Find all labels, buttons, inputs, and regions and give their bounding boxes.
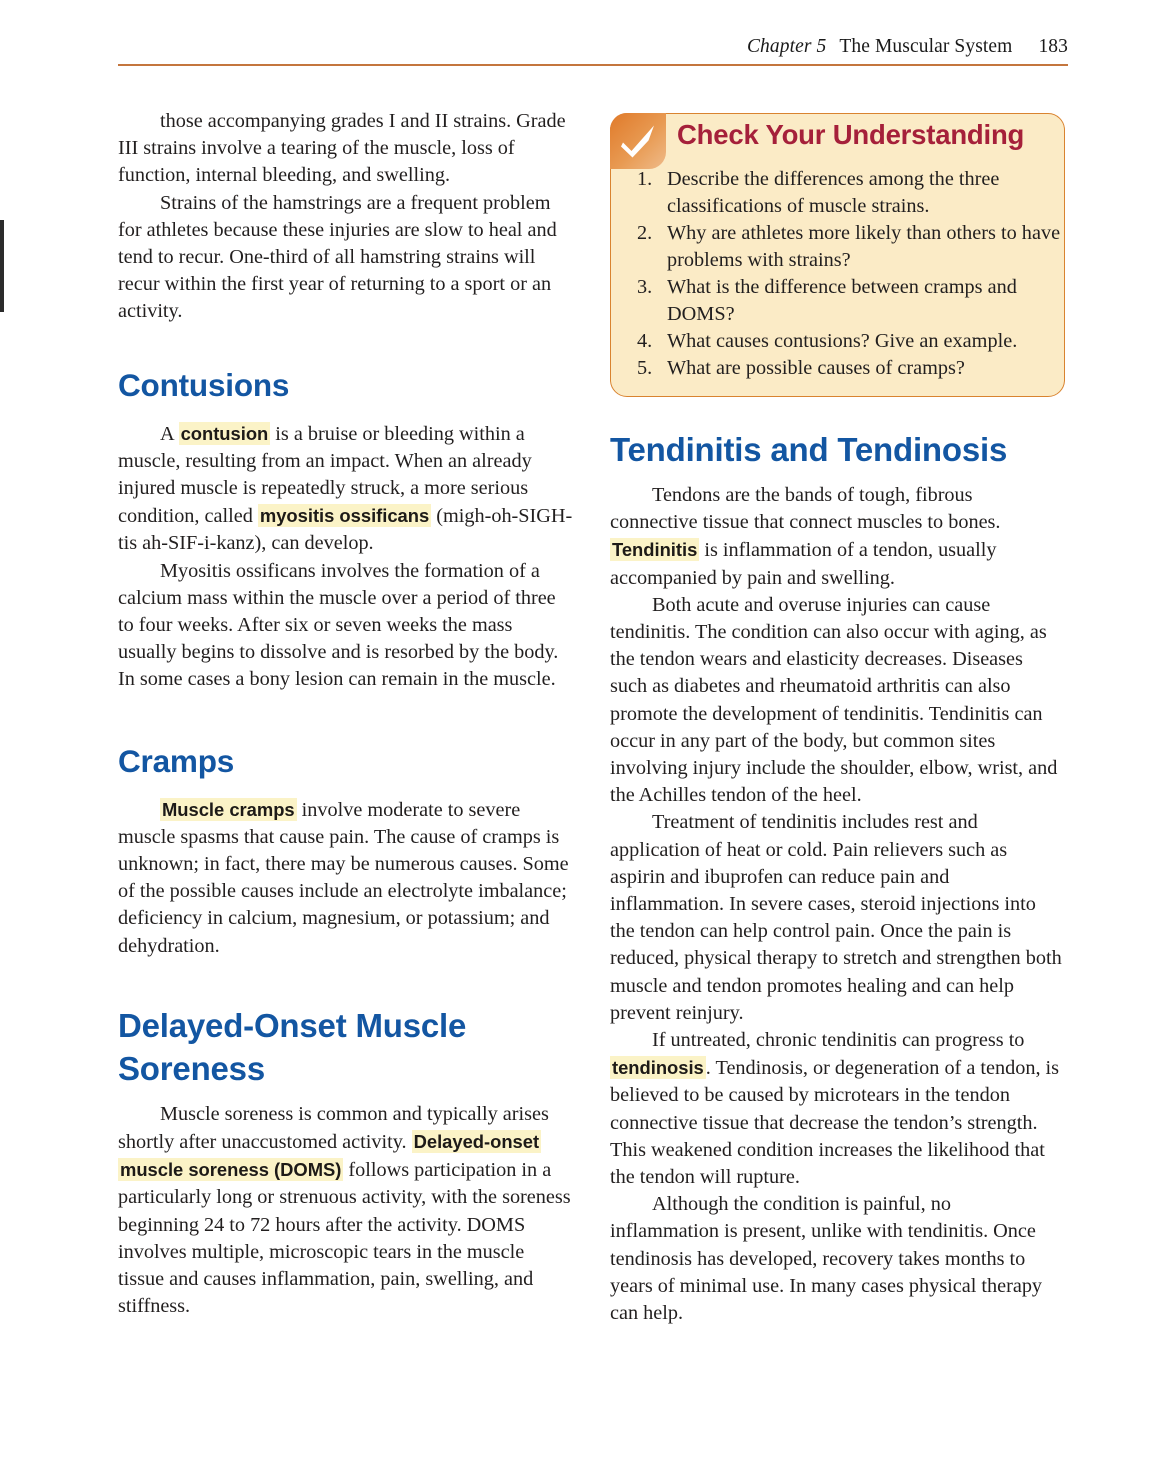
paragraph-tendinitis-causes: Both acute and overuse injuries can cause tendinitis. The condition can also occur with aging, as the tendon wears and elasticity decreases. Diseases such as diabetes and rheumatoid arthritis can also promote the development of tendinitis. Tendinitis can occur in any part of the body, but common sites involving injury include the shoulder, elbow, wrist, and the Achilles tendon of the heel.	[610, 593, 1058, 807]
heading-cramps: Cramps	[118, 742, 235, 779]
paragraph-tendons-definition	[610, 482, 1065, 592]
running-head	[118, 36, 1068, 58]
list-item: What are possible causes of cramps?	[667, 357, 965, 379]
checkmark-icon	[610, 113, 666, 169]
list-item: What causes contusions? Give an example.	[667, 330, 1018, 352]
glossary-term-tendinitis: Tendinitis	[612, 539, 698, 561]
list-item: What is the difference between cramps and DOMS?	[667, 276, 1017, 325]
glossary-term-tendinosis: tendinosis	[612, 1057, 704, 1079]
doms-text-b: follows participation in a particularly long or strenuous activity, with the soreness beginning 24 to 72 hours after the activity. DOMS involves multiple, microscopic tears in the muscle tissue and causes inflammation, pain, swelling, and stiffness.	[118, 1159, 571, 1318]
contusion-text-c: (migh-oh-SIGH-tis ah-SIF-i-kanz), can develop.	[118, 505, 573, 555]
glossary-term-doms: Delayed-onset muscle soreness (DOMS)	[120, 1131, 540, 1181]
right-column	[610, 428, 1065, 1327]
running-head-chapter-title: The Muscular System	[839, 36, 1013, 57]
contusion-text-b: is a bruise or bleeding within a muscle, resulting from an impact. When an already injured muscle is repeatedly struck, a more serious condition, called	[118, 422, 532, 528]
paragraph-tendinitis-treatment: Treatment of tendinitis includes rest and application of heat or cold. Pain relievers such as aspirin and ibuprofen can reduce pain and inflammation. In severe cases, steroid injections into the tendon can help control pain. Once the pain is reduced, physical therapy to stretch and strengthen both muscle and tendon promotes healing and can help prevent reinjury.	[610, 811, 1062, 1024]
paragraph-strains-continued: those accompanying grades I and II strains. Grade III strains involve a tearing of the muscle, loss of function, internal bleeding, and swelling.	[118, 110, 566, 187]
left-column	[118, 108, 573, 1321]
paragraph-doms	[118, 1101, 573, 1321]
contusion-text-a: A	[160, 422, 179, 445]
header-rule	[118, 64, 1068, 66]
tendinitis-text-a: Tendons are the bands of tough, fibrous connective tissue that connect muscles to bones.	[610, 484, 1001, 534]
cramps-text: involve moderate to severe muscle spasms that cause pain. The cause of cramps is unknown; in fact, there may be numerous causes. Some of the possible causes include an electrolyte imbalance; deficiency in calcium, magnesium, or potassium; and dehydration.	[118, 798, 569, 957]
list-item: Describe the differences among the three classifications of muscle strains.	[667, 168, 1000, 217]
check-your-understanding-box	[610, 113, 1065, 397]
tendinosis-text-b: . Tendinosis, or degeneration of a tendon, is believed to be caused by microtears in the tendon connective tissue that decrease the tendon’s strength. This weakened condition increases the likelihood that the tendon will rupture.	[610, 1057, 1060, 1189]
glossary-term-myositis-ossificans: myositis ossificans	[259, 505, 430, 527]
heading-contusions: Contusions	[118, 366, 290, 403]
paragraph-contusion-definition	[118, 420, 573, 558]
check-your-understanding-title: Check Your Understanding	[677, 119, 1025, 150]
heading-tendinitis-and-tendinosis: Tendinitis and Tendinosis	[610, 431, 1008, 468]
list-item: Why are athletes more likely than others to have problems with strains?	[667, 222, 1061, 271]
glossary-term-muscle-cramps: Muscle cramps	[162, 798, 295, 820]
glossary-term-contusion: contusion	[180, 422, 269, 444]
tendinosis-text-a: If untreated, chronic tendinitis can progress to	[652, 1029, 1025, 1052]
page-edge-artifact	[0, 220, 4, 312]
tendinitis-text-b: is inflammation of a tendon, usually accompanied by pain and swelling.	[610, 539, 997, 589]
paragraph-hamstrings: Strains of the hamstrings are a frequent problem for athletes because these injuries are slow to heal and tend to recur. One-third of all hamstring strains will recur within the first year of returning to a sport or an activity.	[118, 191, 557, 323]
running-head-chapter-label: Chapter 5	[746, 36, 827, 57]
paragraph-tendinosis	[610, 1027, 1065, 1191]
paragraph-cramps	[118, 796, 573, 960]
page-number: 183	[1038, 36, 1068, 57]
paragraph-myositis-ossificans: Myositis ossificans involves the formation of a calcium mass within the muscle over a period of three to four weeks. After six or seven weeks the mass usually begins to dissolve and is resorbed by the body. In some cases a bony lesion can remain in the muscle.	[118, 559, 559, 691]
check-your-understanding-list	[611, 166, 1064, 382]
check-your-understanding-header	[611, 114, 1064, 166]
paragraph-tendinosis-recovery: Although the condition is painful, no inflammation is present, unlike with tendinitis. Once tendinosis has developed, recovery takes months to years of minimal use. In many cases physical therapy can help.	[610, 1193, 1043, 1325]
heading-delayed-onset-muscle-soreness: Delayed-Onset Muscle Soreness	[118, 1006, 467, 1087]
doms-text-a: Muscle soreness is common and typically arises shortly after unaccustomed activity.	[118, 1102, 549, 1154]
